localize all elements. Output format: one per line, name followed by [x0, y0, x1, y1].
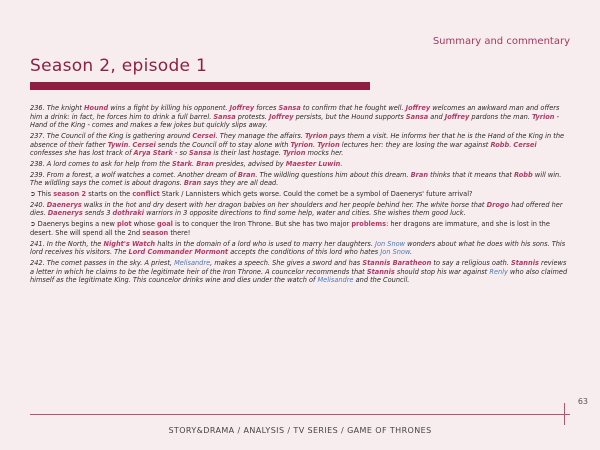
highlighted-term: season 2	[53, 190, 87, 199]
highlighted-term: Bran	[237, 170, 256, 179]
highlighted-term: Jon Snow	[380, 248, 410, 257]
highlighted-term: Joffrey	[229, 104, 255, 112]
highlighted-term: Hound	[84, 104, 109, 112]
text-run: halts in the domain of a lord who is used to marry her daughters.	[155, 239, 376, 248]
text-run: wonders about what he does with his sons. This lord receives his visitors. The	[30, 239, 566, 257]
highlighted-term: season	[142, 228, 169, 237]
highlighted-term: Cersei	[192, 131, 216, 140]
text-run: who also claimed himself as the legitimate King. This councelor drinks wine and dies under the watch of	[30, 267, 568, 285]
summary-paragraph	[30, 259, 570, 285]
highlighted-term: conflict	[132, 190, 160, 199]
text-run: 238. A lord comes to ask for help from the	[30, 159, 173, 168]
text-run: and	[428, 112, 445, 121]
text-run: 242. The comet passes in the sky. A priest,	[30, 259, 175, 267]
text-run: there!	[168, 228, 191, 237]
text-run: .	[409, 248, 413, 257]
section-header: Summary and commentary	[432, 36, 570, 47]
highlighted-term: Tyrion	[317, 140, 340, 149]
highlighted-term: Tyrion	[532, 112, 555, 121]
footer-divider	[30, 414, 570, 415]
highlighted-term: Sansa	[405, 112, 429, 121]
highlighted-term: Arya Stark	[133, 149, 173, 158]
document-body	[30, 104, 570, 287]
text-run: walks in the hot and dry desert with her dragon babies on her shoulders and her people behind her. The white horse that	[81, 200, 487, 209]
highlighted-term: Cersei	[513, 140, 537, 149]
highlighted-term: Stannis Baratheon	[362, 259, 432, 267]
text-run: accepts the conditions of this lord who hates	[228, 248, 381, 257]
highlighted-term: Stannis	[366, 267, 395, 276]
highlighted-term: Tyrion	[304, 131, 328, 140]
highlighted-term: dothraki	[112, 209, 144, 218]
text-run: .	[128, 140, 133, 149]
commentary-paragraph	[30, 190, 570, 199]
text-run: is their last hostage.	[211, 149, 283, 158]
highlighted-term: Bran	[410, 170, 429, 179]
summary-paragraph	[30, 240, 570, 257]
page-number: 63	[577, 397, 588, 406]
text-run: .	[192, 159, 197, 168]
text-run: starts on the	[86, 190, 133, 199]
title-underline-bar	[30, 82, 370, 90]
text-run: 240.	[30, 200, 47, 209]
summary-paragraph	[30, 160, 570, 169]
highlighted-term: Jon Snow	[375, 239, 406, 248]
text-run: sends 3	[82, 209, 113, 218]
highlighted-term: Maester Luwin	[285, 159, 341, 168]
text-run: wins a fight by killing his opponent.	[108, 104, 230, 112]
page-title: Season 2, episode 1	[30, 56, 208, 76]
text-run: - so	[172, 149, 190, 158]
text-run: pays them a visit. He informs her that he is the Hand of the King in the absence of their father	[30, 131, 565, 149]
summary-paragraph	[30, 104, 570, 130]
text-run: is to conquer the Iron Throne. But she has two major	[172, 220, 352, 229]
text-run: 237. The Council of the King is gathering around	[30, 131, 193, 140]
highlighted-term: Melisandre	[317, 276, 354, 285]
text-run: sends the Council off to stay alone with	[155, 140, 291, 149]
highlighted-term: Bran	[183, 179, 202, 188]
highlighted-term: Night's Watch	[103, 239, 156, 248]
highlighted-term: plot	[117, 220, 132, 229]
text-run: thinks that it means that	[428, 170, 515, 179]
highlighted-term: Sansa	[189, 149, 212, 158]
highlighted-term: Tywin	[107, 140, 129, 149]
highlighted-term: Sansa	[213, 112, 236, 121]
highlighted-term: Joffrey	[405, 104, 431, 112]
text-run: lectures her: they are losing the war against	[339, 140, 491, 149]
text-run: reviews a letter in which he claims to be the legitimate heir of the Iron Throne. A councelor recommends that	[30, 259, 567, 276]
text-run: , makes a speech. She gives a sword and has	[210, 259, 363, 267]
text-run: persists, but the Hound supports	[293, 112, 406, 121]
text-run: will win. The wildling says the comet is about dragons.	[30, 170, 562, 188]
text-run: presides, advised by	[213, 159, 286, 168]
summary-paragraph	[30, 171, 570, 188]
summary-paragraph	[30, 201, 570, 218]
text-run: to say a religious oath.	[431, 259, 511, 267]
text-run: .	[340, 159, 343, 168]
text-run: .	[313, 140, 318, 149]
text-run: confesses she has lost track of	[30, 149, 134, 158]
highlighted-term: problems	[351, 220, 387, 229]
text-run: forces	[254, 104, 279, 112]
highlighted-term: Stannis	[510, 259, 539, 267]
highlighted-term: Bran	[196, 159, 214, 168]
text-run: ➲ Daenerys begins a new	[30, 220, 118, 229]
text-run: to confirm that he fought well.	[300, 104, 406, 112]
text-run: 236. The knight	[30, 104, 85, 112]
footer-breadcrumb: STORY&DRAMA / ANALYSIS / TV SERIES / GAME OF THRONES	[168, 426, 432, 435]
highlighted-term: Tyrion	[282, 149, 306, 158]
highlighted-term: goal	[156, 220, 173, 229]
text-run: protests.	[235, 112, 269, 121]
highlighted-term: Stark	[172, 159, 193, 168]
highlighted-term: Lord Commander Mormont	[128, 248, 229, 257]
text-run: whose	[131, 220, 157, 229]
text-run: - Hand of the King - comes and makes a few jokes but quickly slips away.	[30, 112, 559, 130]
text-run: 239. From a forest, a wolf watches a comet. Another dream of	[30, 170, 238, 179]
highlighted-term: Cersei	[132, 140, 156, 149]
highlighted-term: Robb	[490, 140, 510, 149]
highlighted-term: Drogo	[486, 200, 510, 209]
text-run: should stop his war against	[394, 267, 490, 276]
summary-paragraph	[30, 132, 570, 158]
highlighted-term: Joffrey	[444, 112, 470, 121]
highlighted-term: Sansa	[278, 104, 301, 112]
text-run: . The wildling questions him about this dream.	[255, 170, 411, 179]
text-run: 241. In the North, the	[30, 239, 104, 248]
page-number-divider	[564, 403, 565, 425]
highlighted-term: Daenerys	[47, 209, 83, 218]
text-run: .	[509, 140, 514, 149]
text-run: Stark / Lannisters which gets worse. Could the comet be a symbol of Daenerys' future arrival?	[159, 190, 473, 199]
highlighted-term: Melisandre	[174, 259, 211, 267]
text-run: pardons the man.	[469, 112, 533, 121]
text-run: says they are all dead.	[201, 179, 279, 188]
highlighted-term: Tyrion	[290, 140, 313, 149]
text-run: welcomes an awkward man and offers him a drink: in fact, he forces him to drink a full barrel.	[30, 104, 560, 121]
highlighted-term: Joffrey	[269, 112, 294, 121]
text-run: . They manage the affairs.	[215, 131, 305, 140]
text-run: warriors in 3 opposite directions to find some help, water and cities. She wishes them good luck.	[143, 209, 466, 218]
text-run: : her dragons are immature, and she is lost in the desert. She will spend all the 2nd	[30, 220, 550, 237]
commentary-paragraph	[30, 220, 570, 237]
text-run: mocks her.	[305, 149, 344, 158]
highlighted-term: Renly	[489, 267, 508, 276]
highlighted-term: Daenerys	[46, 200, 82, 209]
text-run: and the Council.	[353, 276, 410, 285]
text-run: had offered her dies.	[30, 200, 563, 218]
text-run: ➲ This	[30, 190, 54, 199]
highlighted-term: Robb	[514, 170, 533, 179]
